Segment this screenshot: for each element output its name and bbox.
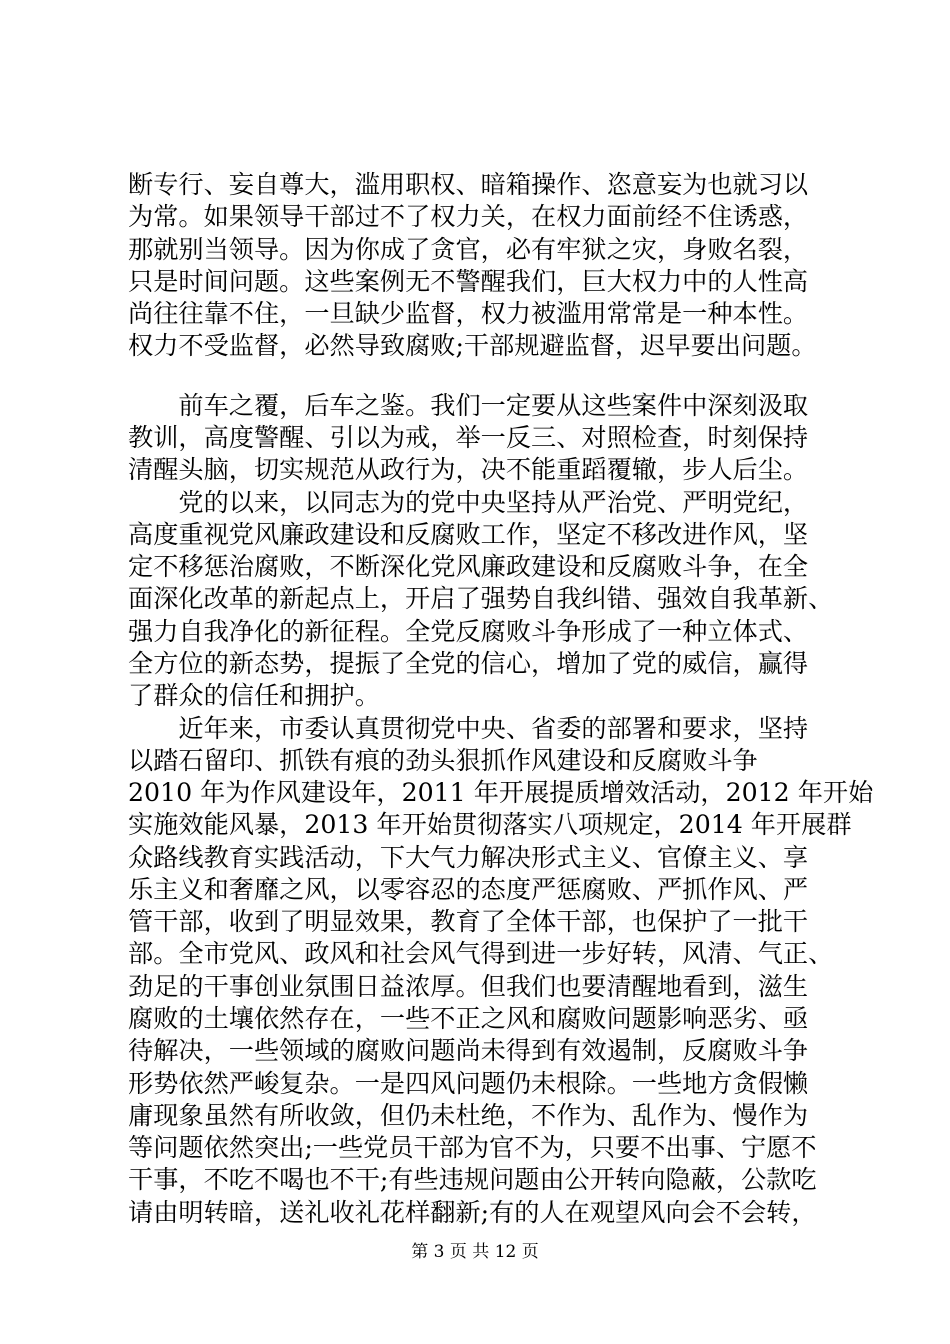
text-line: 前车之覆，后车之鉴。我们一定要从这些案件中深刻汲取 [128,391,809,420]
text-line: 请由明转暗，送礼收礼花样翻新;有的人在观望风向会不会转， [128,1198,817,1227]
text-line: 实施效能风暴，2013 年开始贯彻落实八项规定，2014 年开展群 [128,810,852,839]
text-line: 那就别当领导。因为你成了贪官，必有牢狱之灾，身败名裂， [128,235,809,264]
text-line: 断专行、妄自尊大，滥用职权、暗箱操作、恣意妄为也就习以 [128,170,809,199]
text-line: 管干部，收到了明显效果，教育了全体干部，也保护了一批干 [128,907,809,936]
text-line: 面深化改革的新起点上，开启了强势自我纠错、强效自我革新、 [128,584,834,613]
text-line: 部。全市党风、政风和社会风气得到进一步好转，风清、气正、 [128,939,834,968]
text-line: 清醒头脑，切实规范从政行为，决不能重蹈覆辙，步人后尘。 [128,455,809,484]
text-line: 劲足的干事创业氛围日益浓厚。但我们也要清醒地看到，滋生 [128,972,809,1001]
text-line: 庸现象虽然有所收敛，但仍未杜绝，不作为、乱作为、慢作为 [128,1101,809,1130]
text-line: 尚往往靠不住，一旦缺少监督，权力被滥用常常是一种本性。 [128,299,809,328]
text-line: 形势依然严峻复杂。一是四风问题仍未根除。一些地方贪假懒 [128,1069,809,1098]
text-line: 乐主义和奢靡之风，以零容忍的态度严惩腐败、严抓作风、严 [128,875,809,904]
text-line: 只是时间问题。这些案例无不警醒我们，巨大权力中的人性高 [128,267,809,296]
text-line: 2010 年为作风建设年，2011 年开展提质增效活动，2012 年开始 [128,778,874,807]
page-number-footer: 第 3 页 共 12 页 [411,1242,539,1262]
text-line: 等问题依然突出;一些党员干部为官不为，只要不出事、宁愿不 [128,1133,817,1162]
text-line: 高度重视党风廉政建设和反腐败工作，坚定不移改进作风，坚 [128,520,809,549]
text-line: 待解决，一些领域的腐败问题尚未得到有效遏制，反腐败斗争 [128,1036,809,1065]
text-line: 干事，不吃不喝也不干;有些违规问题由公开转向隐蔽，公款吃 [128,1165,817,1194]
text-line: 权力不受监督，必然导致腐败;干部规避监督，迟早要出问题。 [128,331,817,360]
text-line: 了群众的信任和拥护。 [128,681,380,710]
text-line: 强力自我净化的新征程。全党反腐败斗争形成了一种立体式、 [128,617,809,646]
text-line: 全方位的新态势，提振了全党的信心，增加了党的威信，赢得 [128,649,809,678]
text-line: 以踏石留印、抓铁有痕的劲头狠抓作风建设和反腐败斗争 [128,746,758,775]
text-line: 定不移惩治腐败，不断深化党风廉政建设和反腐败斗争，在全 [128,552,809,581]
text-line: 众路线教育实践活动，下大气力解决形式主义、官僚主义、享 [128,843,809,872]
text-line: 近年来，市委认真贯彻党中央、省委的部署和要求，坚持 [128,714,809,743]
text-line: 腐败的土壤依然存在，一些不正之风和腐败问题影响恶劣、亟 [128,1004,809,1033]
text-line: 教训，高度警醒、引以为戒，举一反三、对照检查，时刻保持 [128,423,809,452]
text-line: 为常。如果领导干部过不了权力关，在权力面前经不住诱惑， [128,202,809,231]
text-line: 党的以来，以同志为的党中央坚持从严治党、严明党纪， [128,488,809,517]
